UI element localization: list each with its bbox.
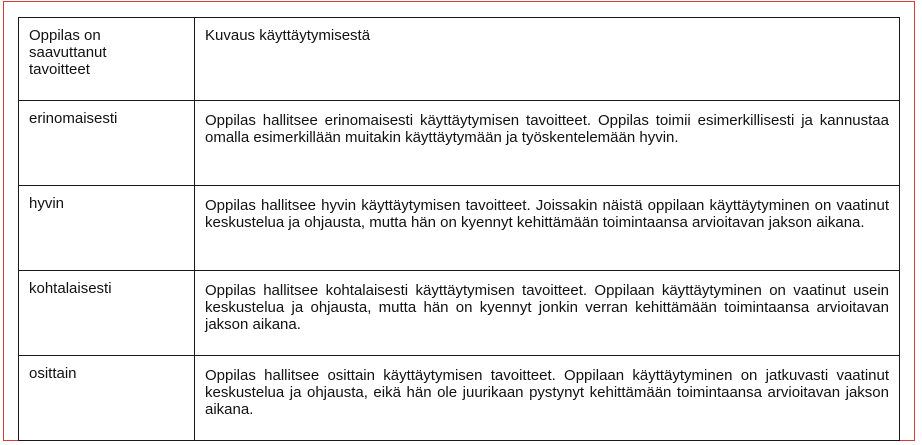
table-row-kohtalaisesti [19, 271, 900, 356]
level-cell [19, 101, 195, 186]
description-text: Oppilas hallitsee hyvin käyttäytymisen tavoitteet. Joissakin näistä oppilaan käyttäytyminen on vaatinut keskustelua ja ohjausta, mutta hän on kyennyt kehittämään toimintaansa arvioitavan jakson aikana. [205, 197, 889, 231]
description-cell [195, 356, 900, 441]
table-row-erinomaisesti [19, 101, 900, 186]
level-cell [19, 186, 195, 271]
level-label: kohtalaisesti [29, 280, 112, 297]
description-cell [195, 186, 900, 271]
description-text: Oppilas hallitsee kohtalaisesti käyttäytymisen tavoitteet. Oppilaan käyttäytyminen on vaatinut usein keskustelua ja ohjausta, mutta hän on kyennyt jonkin verran kehittämään toimintaansa arvioitavan jakson aikana. [205, 282, 889, 333]
level-label: hyvin [29, 195, 65, 212]
header-description-cell [195, 18, 900, 101]
behavior-assessment-table [18, 17, 900, 441]
table-row-osittain [19, 356, 900, 441]
level-cell [19, 271, 195, 356]
header-level-label: Oppilas on saavuttanut tavoitteet [29, 27, 107, 78]
description-text: Oppilas hallitsee osittain käyttäytymisen tavoitteet. Oppilaan käyttäytyminen on jatkuvasti vaatinut keskustelua ja ohjausta, eikä hän ole juurikaan pystynyt kehittämään toimintaansa arvioitavan jakson aikana. [205, 367, 889, 418]
level-label: erinomaisesti [29, 110, 118, 127]
level-cell [19, 356, 195, 441]
document-page [3, 1, 915, 441]
header-level-cell [19, 18, 195, 101]
table-header-row [19, 18, 900, 101]
header-description-label: Kuvaus käyttäytymisestä [205, 27, 371, 44]
table-row-hyvin [19, 186, 900, 271]
description-cell [195, 101, 900, 186]
level-label: osittain [29, 365, 77, 382]
description-text: Oppilas hallitsee erinomaisesti käyttäytymisen tavoitteet. Oppilas toimii esimerkillisesti ja kannustaa omalla esimerkillään muitakin käyttäytymään ja työskentelemään hyvin. [205, 112, 889, 146]
description-cell [195, 271, 900, 356]
